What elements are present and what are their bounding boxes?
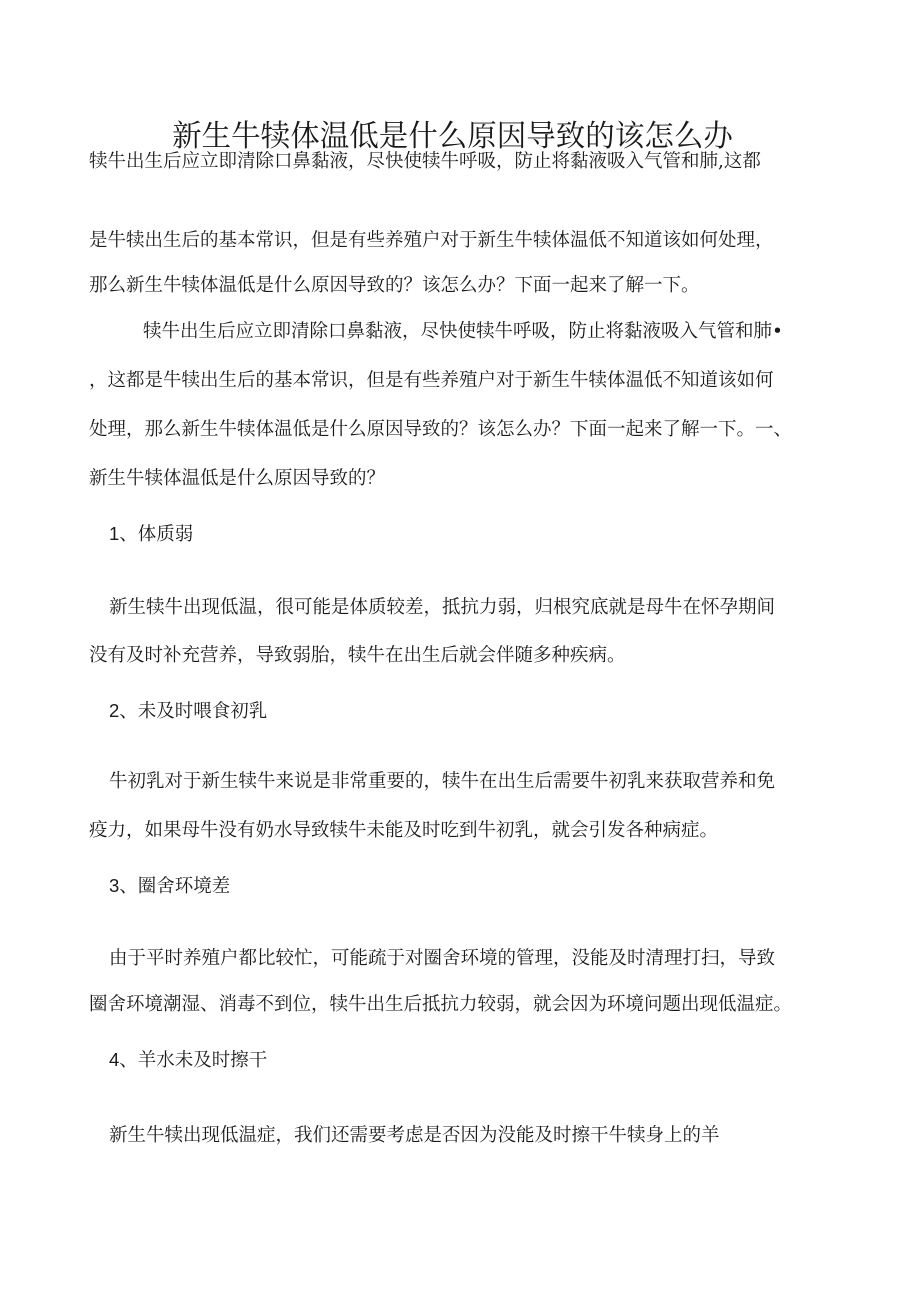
section-heading-text: 、羊水未及时擦干 <box>119 1050 268 1071</box>
intro-line-2: 是牛犊出生后的基本常识，但是有些养殖户对于新生牛犊体温低不知道该如何处理， <box>89 230 774 251</box>
intro-line-1: 犊牛出生后应立即清除口鼻黏液，尽快使犊牛呼吸，防止将黏液吸入气管和肺,这都 <box>89 151 761 172</box>
section-2-line-1: 牛初乳对于新生犊牛来说是非常重要的，犊牛在出生后需要牛初乳来获取营养和免 <box>109 771 776 792</box>
section-number: 1 <box>109 523 120 544</box>
section-heading-text: 、体质弱 <box>119 524 194 545</box>
section-heading-4 <box>109 1046 267 1075</box>
body-line-2: ，这都是牛犊出生后的基本常识，但是有些养殖户对于新生牛犊体温低不知道该如何 <box>89 370 774 391</box>
section-3-line-2: 圈舍环境潮湿、消毒不到位，犊牛出生后抵抗力较弱，就会因为环境问题出现低温症。 <box>89 994 793 1015</box>
body-line-1: 犊牛出生后应立即清除口鼻黏液，尽快使犊牛呼吸，防止将黏液吸入气管和肺• <box>143 321 783 342</box>
section-heading-text: 、未及时喂食初乳 <box>119 701 268 722</box>
section-heading-1 <box>109 520 193 549</box>
section-number: 2 <box>109 700 120 721</box>
section-heading-text: 、圈舍环境差 <box>119 876 231 897</box>
section-heading-2 <box>109 697 267 726</box>
document-title: 新生牛犊体温低是什么原因导致的该怎么办 <box>172 119 733 154</box>
section-1-line-1: 新生犊牛出现低温，很可能是体质较差，抵抗力弱，归根究底就是母牛在怀孕期间 <box>109 597 776 618</box>
section-2-line-2: 疫力，如果母牛没有奶水导致犊牛未能及时吃到牛初乳，就会引发各种病症。 <box>89 820 719 841</box>
intro-line-3: 那么新生牛犊体温低是什么原因导致的？该怎么办？下面一起来了解一下。 <box>89 275 700 296</box>
section-number: 3 <box>109 875 120 896</box>
section-3-line-1: 由于平时养殖户都比较忙，可能疏于对圈舍环境的管理，没能及时清理打扫，导致 <box>109 948 776 969</box>
section-1-line-2: 没有及时补充营养，导致弱胎，犊牛在出生后就会伴随多种疾病。 <box>89 645 626 666</box>
body-line-3: 处理，那么新生牛犊体温低是什么原因导致的？该怎么办？下面一起来了解一下。一、 <box>89 419 793 440</box>
body-line-4: 新生牛犊体温低是什么原因导致的？ <box>89 468 386 489</box>
section-heading-3 <box>109 872 230 901</box>
section-number: 4 <box>109 1049 120 1070</box>
section-4-line-1: 新生牛犊出现低温症，我们还需要考虑是否因为没能及时擦干牛犊身上的羊 <box>109 1125 720 1146</box>
